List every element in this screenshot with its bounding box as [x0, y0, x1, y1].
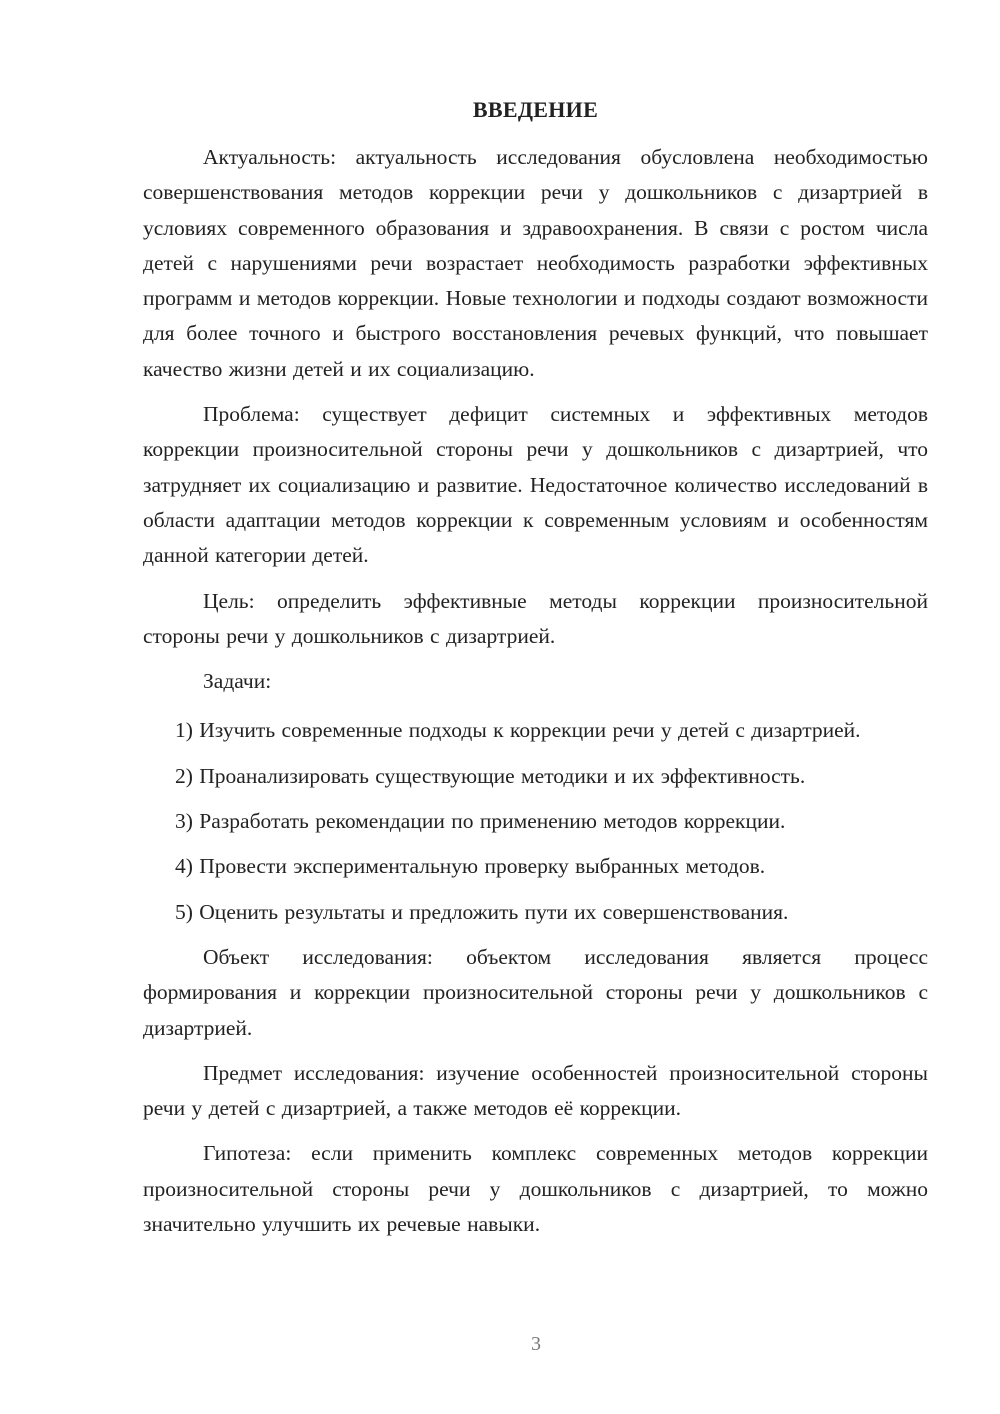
section-title: ВВЕДЕНИЕ [472, 97, 599, 122]
task-item: 1) Изучить современные подходы к коррекции речи у детей с дизартрией. [175, 718, 861, 743]
tasks-label: Задачи: [203, 669, 272, 694]
task-item: 4) Провести экспериментальную проверку выбранных методов. [175, 854, 766, 879]
tasks-list [143, 713, 928, 929]
task-item: 3) Разработать рекомендации по применению методов коррекции. [175, 809, 786, 834]
goal-paragraph: Цель: определить эффективные методы коррекции произносительной стороны речи у дошкольников с дизартрией. [143, 588, 928, 648]
subject-paragraph: Предмет исследования: изучение особенностей произносительной стороны речи у детей с дизартрией, а также методов её коррекции. [143, 1060, 928, 1121]
document-page [143, 94, 928, 1252]
task-item: 5) Оценить результаты и предложить пути их совершенствования. [175, 899, 789, 924]
page-number: 3 [531, 1333, 541, 1355]
object-paragraph: Объект исследования: объектом исследования является процесс формирования и коррекции произносительной стороны речи у дошкольников с дизартрией. [143, 944, 928, 1040]
hypothesis-paragraph: Гипотеза: если применить комплекс современных методов коррекции произносительной стороны речи у дошкольников с дизартрией, то можно значительно улучшить их речевые навыки. [143, 1141, 928, 1237]
problem-paragraph: Проблема: существует дефицит системных и эффективных методов коррекции произносительной стороны речи у дошкольников с дизартрией, что затрудняет их социализацию и развитие. Недостаточное количество исследований в области адаптации методов коррекции к современным условиям и особенностям данной категории детей. [143, 402, 928, 568]
task-item: 2) Проанализировать существующие методики и их эффективность. [175, 763, 806, 788]
relevance-paragraph: Актуальность: актуальность исследования обусловлена необходимостью совершенствования методов коррекции речи у дошкольников с дизартрией в условиях современного образования и здравоохранения. В связи с ростом числа детей с нарушениями речи возрастает необходимость разработки эффективных программ и методов коррекции. Новые технологии и подходы создают возможности для более точного и быстрого восстановления речевых функций, что повышает качество жизни детей и их социализацию. [143, 145, 928, 381]
